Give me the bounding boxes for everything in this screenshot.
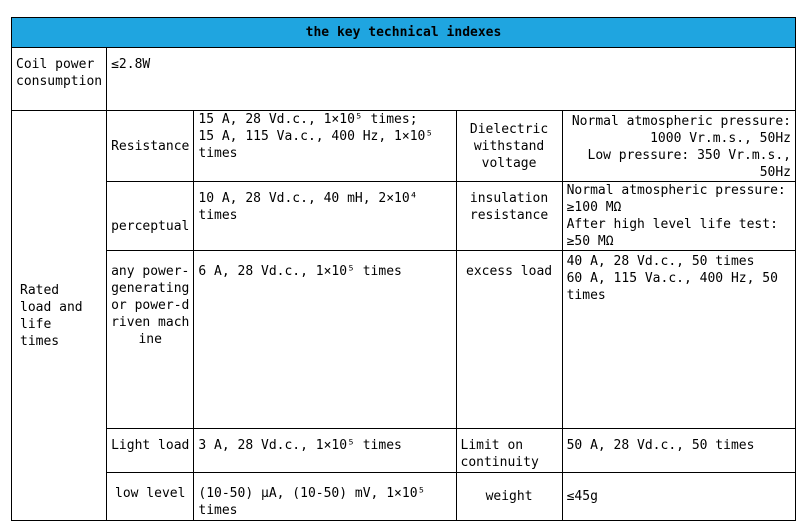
spec-low-level: (10-50) μA, (10-50) mV, 1×10⁵ times <box>194 473 456 521</box>
coil-power-label: Coil power consumption <box>12 48 107 111</box>
param-dielectric: Dielectric withstand voltage <box>456 111 562 182</box>
param-excess-load: excess load <box>456 251 562 429</box>
value-continuity: 50 A, 28 Vd.c., 50 times <box>562 429 795 473</box>
spec-resistance: 15 A, 28 Vd.c., 1×10⁵ times; 15 A, 115 Va.c., 400 Hz, 1×10⁵ times <box>194 111 456 182</box>
spec-light-load: 3 A, 28 Vd.c., 1×10⁵ times <box>194 429 456 473</box>
value-dielectric: Normal atmospheric pressure: 1000 Vr.m.s., 50Hz Low pressure: 350 Vr.m.s., 50Hz <box>562 111 795 182</box>
param-continuity: Limit on continuity <box>456 429 562 473</box>
category-power-machine: any power-generating or power-driven machine <box>107 251 194 429</box>
category-low-level: low level <box>107 473 194 521</box>
coil-power-value: ≤2.8W <box>107 48 796 111</box>
spec-perceptual: 10 A, 28 Vd.c., 40 mH, 2×10⁴ times <box>194 182 456 251</box>
technical-index-table <box>11 17 796 521</box>
value-insulation: Normal atmospheric pressure: ≥100 MΩ After high level life test: ≥50 MΩ <box>562 182 795 251</box>
param-insulation: insulation resistance <box>456 182 562 251</box>
spec-power-machine: 6 A, 28 Vd.c., 1×10⁵ times <box>194 251 456 429</box>
category-perceptual: perceptual <box>107 182 194 251</box>
value-excess-load: 40 A, 28 Vd.c., 50 times 60 A, 115 Va.c., 400 Hz, 50 times <box>562 251 795 429</box>
category-resistance: Resistance <box>107 111 194 182</box>
rated-load-label: Rated load and life times <box>12 111 107 521</box>
value-weight: ≤45g <box>562 473 795 521</box>
param-weight: weight <box>456 473 562 521</box>
category-light-load: Light load <box>107 429 194 473</box>
table-header: the key technical indexes <box>12 18 796 48</box>
